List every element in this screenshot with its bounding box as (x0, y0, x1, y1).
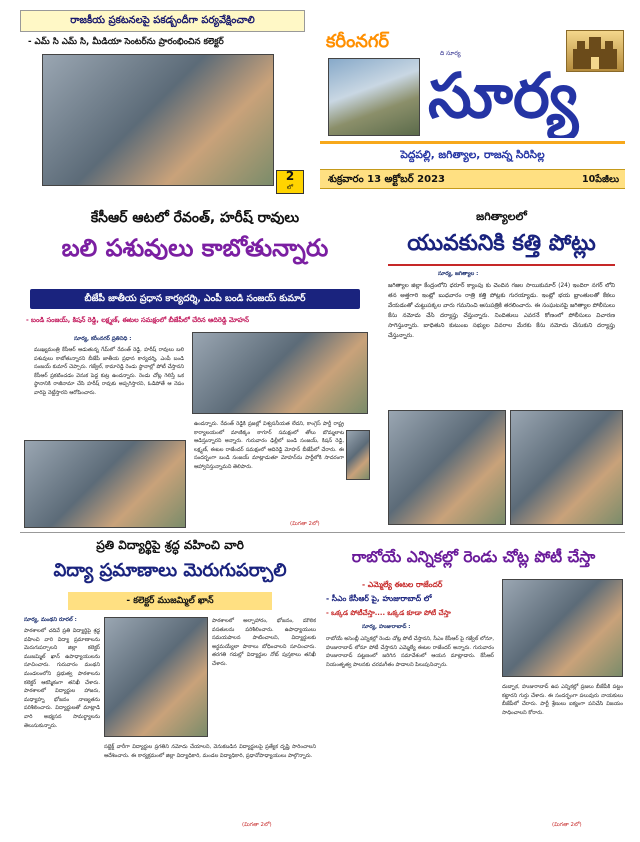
story1-byline: సూర్య, కరీంనగర్ ప్రతినిధి : (74, 336, 132, 342)
top-story (20, 10, 305, 195)
page-reference-suffix: లో (286, 184, 294, 191)
story-etela (322, 535, 625, 835)
story3-col2: పాఠశాలలో అల్పాహారం, భోజనం, మౌలిక వసతులను పరిశీలించారు. ఉపాధ్యాయులు సమయపాలన పాటించాలని, విద్యార్థులకు అర్థమయ్యేలా పాఠాలు బోధించాలని సూచించారు. తరగతి గదుల్లో విద్యార్థుల నోట్ పుస్తకాలు తనిఖీ చేశారు. (212, 618, 316, 667)
story4-sub2: - సీఎం కేసీఆర్ పై, హుజురాబాద్ లో (326, 594, 432, 603)
story1-photo-2 (24, 440, 186, 528)
story1-banner: బీజేపీ జాతీయ ప్రధాన కార్యదర్శి, ఎంపీ బండి సంజయ్ కుమార్ (30, 289, 360, 309)
story3-col1: పాఠశాలలో చదివే ప్రతి విద్యార్థిపై శ్రద్ధ వహించి వారి విద్యా ప్రమాణాలను మెరుగుపర్చాలని జిల్లా కలెక్టర్ ముజమ్మిల్ ఖాన్ ఉపాధ్యాయులను సూచించారు. గురువారం మంథని మండలంలోని ప్రభుత్వ పాఠశాలను కలెక్టర్ ఆకస్మికంగా తనిఖీ చేశారు. పాఠశాలలో విద్యార్థుల హాజరు, మధ్యాహ్న భోజనం నాణ్యతను పరిశీలించారు. విద్యార్థులతో మాట్లాడి వారి అభ్యసన సామర్థ్యాలను తెలుసుకున్నారు. (24, 628, 100, 729)
story1-col1: ముఖ్యమంత్రి కేసీఆర్ ఆడుతున్న గేమ్‌లో రేవంత్ రెడ్డి, హరీష్ రావులు బలి పశువులు కాబోతున్నారని బీజేపీ జాతీయ ప్రధాన కార్యదర్శి, ఎంపీ బండి సంజయ్ కుమార్ చెప్పారు. గజ్వేల్, కామారెడ్డి రెండు స్థానాల్లో పోటీ చేస్తానని కేసీఆర్ ప్రకటించడం వెనుక పెద్ద కుట్ర ఉందన్నారు. రెండు చోట్ల గెలిస్తే ఒక స్థానానికి రాజీనామా చేసి హరీష్ రావుకు అప్పగిస్తారని, ఓడిపోతే ఆ నెపం వారిపై నెట్టేస్తారని ఆరోపించారు. (34, 347, 184, 396)
story1-subline: - బండి సంజయ్, కిషన్ రెడ్డి, లక్ష్మణ్, ఈటల సమక్షంలో బీజేపీలో చేరిన ఆదిరెడ్డి మోహన్ (26, 316, 250, 324)
issue-date: శుక్రవారం 13 అక్టోబర్ 2023 (328, 174, 446, 185)
story3-headline: విద్యా ప్రమాణాలు మెరుగుపర్చాలి (53, 560, 287, 581)
dam-photo (328, 58, 420, 136)
story3-photo (104, 617, 208, 737)
top-story-subline: - ఎమ్ సి ఎమ్ సి, మీడియా సెంటర్‌ను ప్రారంభించిన కలెక్టర్ (28, 37, 224, 47)
story3-banner: - కలెక్టర్ ముజమ్మిల్ ఖాన్ (68, 592, 272, 610)
story3-col3: సబ్జెక్ట్ వారీగా విద్యార్థుల ప్రగతిని నమోదు చేయాలని, వెనుకబడిన విద్యార్థులపై ప్రత్యేక దృష్టి సారించాలని ఆదేశించారు. ఈ కార్యక్రమంలో జిల్లా విద్యాధికారి, మండల విద్యాధికారి, ప్రధానోపాధ్యాయులు పాల్గొన్నారు. (104, 744, 316, 759)
story-bandi-sanjay (20, 200, 370, 530)
story4-byline: సూర్య, హుజురాబాద్ : (362, 624, 411, 630)
date-bar (320, 169, 625, 189)
brand-small: ది సూర్య (440, 50, 461, 57)
story2-rule (388, 264, 615, 266)
story2-byline: సూర్య, జగిత్యాల : (438, 271, 479, 277)
top-story-headline: రాజకీయ ప్రకటనలపై పకడ్బందీగా పర్యవేక్షించాలి (20, 10, 305, 32)
story1-photo-3 (346, 430, 370, 480)
edition-strip: పెద్దపల్లి, జగిత్యాల, రాజన్న సిరిసిల్ల (320, 141, 625, 165)
story-collector (20, 535, 320, 835)
story-stabbing (378, 200, 625, 530)
story3-byline: సూర్య, మంథని రూరల్ : (24, 617, 77, 623)
masthead (320, 10, 625, 195)
story4-col2: దుబ్బాక, హుజురాబాద్ ఉప ఎన్నికల్లో ప్రజలు బీజేపీకి పట్టం కట్టారని గుర్తు చేశారు. ఈ సందర్భంగా పలువురు నాయకులు బీజేపీలో చేరారు. పార్టీ శ్రేణులు ఐక్యంగా పనిచేసి విజయం సాధించాలని కోరారు. (502, 684, 623, 716)
story2-photo-2 (510, 410, 623, 525)
story4-headline: రాబోయే ఎన్నికల్లో రెండు చోట్ల పోటీ చేస్తా (351, 548, 596, 566)
story2-photo-1 (388, 410, 506, 525)
story4-photo (502, 579, 623, 677)
top-story-photo (42, 54, 274, 186)
story3-kicker: ప్రతి విద్యార్థిపై శ్రద్ధ వహించి వారి (96, 538, 244, 552)
story1-photo-1 (192, 332, 368, 414)
story2-kicker: జగిత్యాలలో (476, 210, 527, 223)
brand-main: సూర్య (428, 59, 579, 132)
story1-more: (మిగతా 2లో) (290, 521, 320, 527)
brand-top: కరీంనగర్ (326, 31, 389, 52)
story1-headline: బలి పశువులు కాబోతున్నారు (61, 234, 329, 262)
story1-kicker: కేసీఆర్ ఆటలో రేవంత్, హరీష్ రావులు (90, 210, 300, 226)
page-reference-number: 2 (285, 169, 295, 183)
story4-sub3: - ఒక్కడ పోటీచేస్తా.... ఒక్కడ కూడా పోటీ చేస్తా (326, 609, 451, 617)
story3-more: (మిగతా 2లో) (242, 822, 272, 828)
page-count: 10పేజీలు (582, 174, 619, 185)
story4-col1: రాబోయే అసెంబ్లీ ఎన్నికల్లో రెండు చోట్ల పోటీ చేస్తానని, సీఎం కేసీఆర్ పై గజ్వేల్ లోనూ, హుజురాబాద్ లోనూ పోటీ చేస్తానని ఎమ్మెల్యే ఈటల రాజేందర్ అన్నారు. గురువారం హుజురాబాద్ పట్టణంలో జరిగిన సమావేశంలో ఆయన మాట్లాడారు. కేసీఆర్ నియంతృత్వ పాలనకు చరమగీతం పాడాలని పిలుపునిచ్చారు. (326, 636, 494, 668)
story2-body: జగిత్యాల జిల్లా కేంద్రంలోని ధరూర్ క్యాంపు కు చెందిన గజల సాయికుమార్ (24) ఇందిరా నగర్ లోని తన అత్తగారి ఇంట్లో బుధవారం రాత్రి కత్తి పోట్లకు గురయ్యాడు. ఇంట్లో భయ భ్రాంతులతో కేకలు వేయడంతో చుట్టుపక్కల వారు గమనించి ఆసుపత్రికి తరలించారు. ఈ సంఘటనపై జగిత్యాల పోలీసులు కేసు నమోదు చేసి దర్యాప్తు చేస్తున్నారు. నిందితులు ఎవరనే కోణంలో పోలీసులు విచారణ సాగిస్తున్నారు. బాధితుని కుటుంబ సభ్యుల వివరాల మేరకు కేసు నమోదు చేసుకుని దర్యాప్తు చేస్తున్నారు. (388, 283, 615, 339)
story1-col2: ఉందన్నారు. రేవంత్ రెడ్డికి ప్రజల్లో విశ్వసనీయత లేదని, కాంగ్రెస్ పార్టీ రాష్ట్ర కార్యాలయంలో మాణిక్కం ఠాగూర్ సమక్షంలో తోలు బొమ్మలాట ఆడిస్తున్నారని అన్నారు. గురువారం ఢిల్లీలో బండి సంజయ్, కిషన్ రెడ్డి, లక్ష్మణ్, ఈటల రాజేందర్ సమక్షంలో ఆదిరెడ్డి మోహన్ బీజేపీలో చేరారు. ఈ సందర్భంగా బండి సంజయ్ మాట్లాడుతూ మోహన్‌ను పార్టీలోకి సాదరంగా ఆహ్వానిస్తున్నామని తెలిపారు. (194, 421, 344, 470)
story2-headline: యువకునికి కత్తి పోట్లు (407, 231, 596, 256)
page-reference-badge (276, 170, 304, 194)
story4-sub1: - ఎమ్మెల్యే ఈటల రాజేందర్ (362, 580, 443, 589)
story4-more: (మిగతా 2లో) (552, 822, 582, 828)
section-divider (20, 532, 625, 533)
